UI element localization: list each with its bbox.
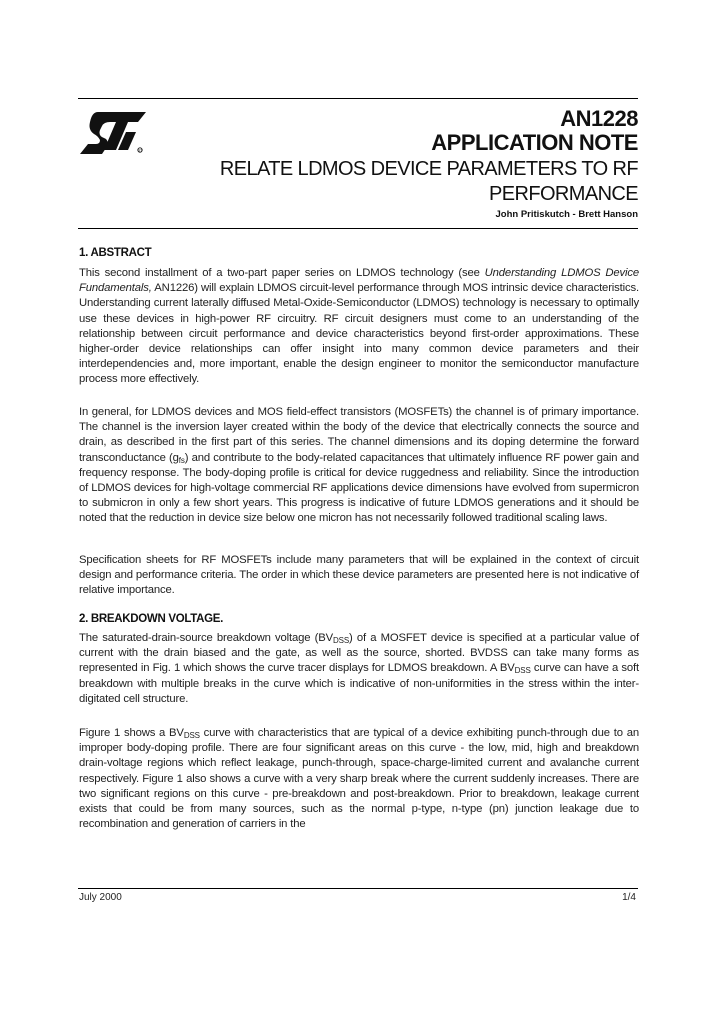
breakdown-paragraph-2: Figure 1 shows a $BV_{DSS}$ curve with characteristics that are typical of a device exhibiting punch-through due to an improper body-doping profile. There are four significant areas on this curve - the low, mid, high and breakdown drain-voltage regions which reflect leakage, punch-through, space-charge-limited current and avalanche current respectively. Figure 1 also shows a curve with a very sharp break where the current suddenly increases. There are two significant regions on this curve - pre-breakdown and post-breakdown. Prior to breakdown, leakage current exists that could be from many sources, such as the normal p-type, n-type (pn) junction leakage due to recombination and generation of carriers in the (79, 727, 639, 831)
authors: John Pritiskutch - Brett Hanson (495, 209, 638, 220)
abstract-paragraph-1: This second installment of a two-part paper series on LDMOS technology (see Understanding LDMOS Device Fundamentals, AN1226) will explain LDMOS circuit-level performance through MOS intrinsic device characteristics. Understanding current laterally diffused Metal-Oxide-Semiconductor (LDMOS) technology is necessary to optimally use these devices in high-power RF circuitry. RF circuit designers must come to an understanding of the relationship between circuit performance and device characteristics beyond first-order approximations. These higher-order device relationships can offer insight into many common device parameters and their interdependencies and, more important, enable the design engineer to monitor the semiconductor manufacture process more effectively. (79, 267, 640, 386)
top-rule (78, 98, 638, 99)
breakdown-paragraph-1: The saturated-drain-source breakdown voltage $(BV_{DSS})$ of a MOSFET device is specified at a particular value of current with the drain biased and the gate, as well as the source, shorted. BVDSS can take many forms as represented in Fig. 1 which shows the curve tracer displays for LDMOS breakdown. A $BV_{DSS}$ curve can have a soft breakdown with multiple breaks in the curve which is indicative of non-uniformities in the stress within the inter-digitated cell structure. (79, 632, 639, 705)
abstract-paragraph-2: In general, for LDMOS devices and MOS field-effect transistors (MOSFETs) the channel is of primary importance. The channel is the inversion layer created within the body of the device that electrically connects the source and drain, as described in the first part of this series. The channel dimensions and its doping determine the forward transconductance $(g_{fs})$ and contribute to the body-related capacitances that ultimately influence RF power gain and frequency response. The body-doping profile is critical for device ruggedness and reliability. Since the introduction of LDMOS devices for high-voltage commercial RF applications device dimensions have evolved from supermicron to submicron in only a few short years. This progress is indicative of future LDMOS generations and it should be noted that the reduction in device size below one micron has not necessarily followed traditional scaling laws. (79, 406, 639, 525)
doc-type: APPLICATION NOTE (431, 130, 638, 155)
title-line-1: RELATE LDMOS DEVICE PARAMETERS TO RF (219, 158, 638, 180)
footer-rule (78, 888, 638, 889)
st-logo (80, 110, 148, 156)
svg-text:ST: ST (137, 148, 143, 153)
page-number: 1/4 (622, 892, 636, 903)
heading-abstract: 1. ABSTRACT (79, 247, 152, 259)
title-line-2: PERFORMANCE (489, 183, 638, 205)
section-rule (78, 228, 638, 229)
heading-breakdown-voltage: 2. BREAKDOWN VOLTAGE. (79, 613, 224, 625)
abstract-paragraph-3: Specification sheets for RF MOSFETs include many parameters that will be explained in the context of circuit design and performance criteria. The order in which these device parameters are presented here is not indicative of relative importance. (79, 554, 639, 597)
doc-number: AN1228 (560, 106, 638, 131)
footer-date: July 2000 (79, 892, 122, 903)
